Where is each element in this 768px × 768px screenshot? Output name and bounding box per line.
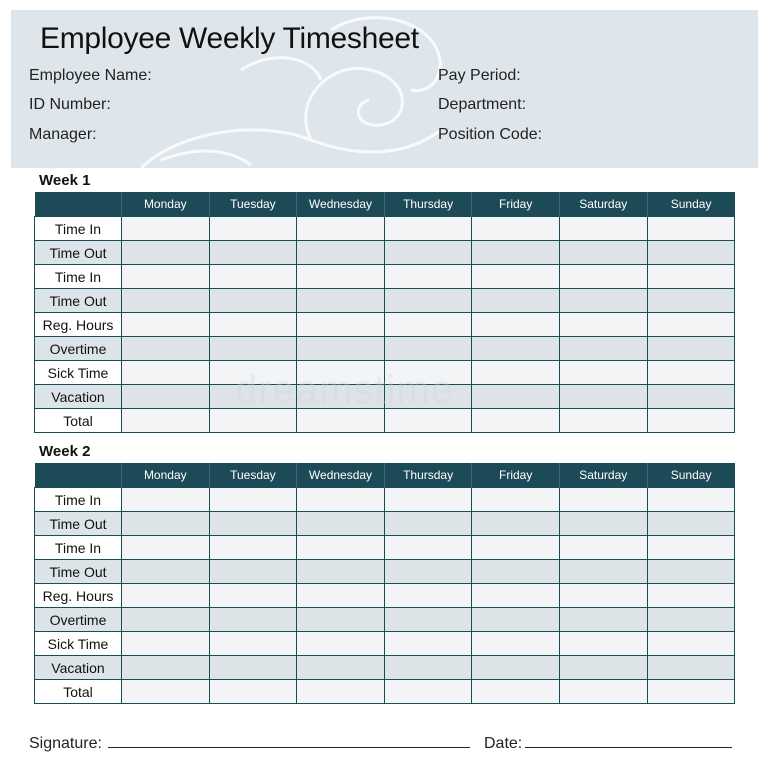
day-header-tuesday: Tuesday	[209, 192, 297, 217]
entry-cell-monday[interactable]	[122, 361, 210, 385]
entry-cell-thursday[interactable]	[384, 608, 472, 632]
day-header-wednesday: Wednesday	[297, 192, 385, 217]
table-row	[35, 584, 735, 608]
entry-cell-friday[interactable]	[472, 560, 560, 584]
entry-cell-wednesday[interactable]	[297, 632, 385, 656]
row-label: Reg. Hours	[35, 313, 122, 337]
employee-name-label: Employee Name:	[29, 67, 152, 84]
day-header-wednesday: Wednesday	[297, 463, 385, 488]
entry-cell-friday[interactable]	[472, 289, 560, 313]
entry-cell-tuesday[interactable]	[209, 337, 297, 361]
signature-line[interactable]	[108, 747, 470, 748]
entry-cell-wednesday[interactable]	[297, 608, 385, 632]
entry-cell-friday[interactable]	[472, 632, 560, 656]
entry-cell-monday[interactable]	[122, 512, 210, 536]
day-header-monday: Monday	[122, 463, 210, 488]
entry-cell-wednesday[interactable]	[297, 656, 385, 680]
date-label: Date:	[484, 735, 523, 752]
entry-cell-friday[interactable]	[472, 536, 560, 560]
entry-cell-sunday[interactable]	[647, 289, 735, 313]
row-label: Overtime	[35, 337, 122, 361]
day-header-friday: Friday	[472, 463, 560, 488]
entry-cell-saturday[interactable]	[559, 361, 647, 385]
entry-cell-wednesday[interactable]	[297, 584, 385, 608]
entry-cell-sunday[interactable]	[647, 608, 735, 632]
table-row	[35, 337, 735, 361]
day-header-saturday: Saturday	[559, 192, 647, 217]
table-row	[35, 632, 735, 656]
manager-label: Manager:	[29, 126, 97, 143]
table-header-row	[35, 463, 735, 488]
entry-cell-monday[interactable]	[122, 217, 210, 241]
entry-cell-monday[interactable]	[122, 409, 210, 433]
entry-cell-wednesday[interactable]	[297, 337, 385, 361]
entry-cell-thursday[interactable]	[384, 217, 472, 241]
entry-cell-sunday[interactable]	[647, 536, 735, 560]
entry-cell-saturday[interactable]	[559, 632, 647, 656]
entry-cell-monday[interactable]	[122, 337, 210, 361]
table-row	[35, 265, 735, 289]
entry-cell-wednesday[interactable]	[297, 680, 385, 704]
entry-cell-saturday[interactable]	[559, 560, 647, 584]
entry-cell-friday[interactable]	[472, 512, 560, 536]
day-header-tuesday: Tuesday	[209, 463, 297, 488]
entry-cell-tuesday[interactable]	[209, 241, 297, 265]
row-label: Time Out	[35, 241, 122, 265]
entry-cell-saturday[interactable]	[559, 656, 647, 680]
row-label: Time Out	[35, 289, 122, 313]
row-label: Total	[35, 680, 122, 704]
entry-cell-thursday[interactable]	[384, 313, 472, 337]
watermark: dreamstime	[235, 368, 454, 412]
entry-cell-thursday[interactable]	[384, 241, 472, 265]
entry-cell-monday[interactable]	[122, 680, 210, 704]
entry-cell-saturday[interactable]	[559, 488, 647, 512]
entry-cell-wednesday[interactable]	[297, 265, 385, 289]
entry-cell-friday[interactable]	[472, 217, 560, 241]
form-header	[11, 10, 758, 168]
week-2-table	[34, 463, 735, 704]
table-row	[35, 680, 735, 704]
entry-cell-friday[interactable]	[472, 409, 560, 433]
date-line[interactable]	[525, 747, 732, 748]
entry-cell-saturday[interactable]	[559, 337, 647, 361]
position-code-label: Position Code:	[438, 126, 543, 143]
entry-cell-sunday[interactable]	[647, 560, 735, 584]
entry-cell-sunday[interactable]	[647, 584, 735, 608]
entry-cell-wednesday[interactable]	[297, 241, 385, 265]
row-label: Overtime	[35, 608, 122, 632]
page-title: Employee Weekly Timesheet	[40, 22, 419, 55]
table-row	[35, 217, 735, 241]
day-header-saturday: Saturday	[559, 463, 647, 488]
entry-cell-tuesday[interactable]	[209, 584, 297, 608]
entry-cell-wednesday[interactable]	[297, 536, 385, 560]
entry-cell-sunday[interactable]	[647, 488, 735, 512]
entry-cell-friday[interactable]	[472, 313, 560, 337]
entry-cell-monday[interactable]	[122, 313, 210, 337]
row-label: Total	[35, 409, 122, 433]
entry-cell-saturday[interactable]	[559, 512, 647, 536]
entry-cell-friday[interactable]	[472, 265, 560, 289]
row-label: Vacation	[35, 385, 122, 409]
entry-cell-wednesday[interactable]	[297, 488, 385, 512]
entry-cell-sunday[interactable]	[647, 241, 735, 265]
entry-cell-tuesday[interactable]	[209, 289, 297, 313]
day-header-sunday: Sunday	[647, 463, 735, 488]
entry-cell-sunday[interactable]	[647, 512, 735, 536]
entry-cell-monday[interactable]	[122, 488, 210, 512]
entry-cell-sunday[interactable]	[647, 337, 735, 361]
entry-cell-wednesday[interactable]	[297, 289, 385, 313]
entry-cell-saturday[interactable]	[559, 409, 647, 433]
entry-cell-saturday[interactable]	[559, 680, 647, 704]
entry-cell-tuesday[interactable]	[209, 656, 297, 680]
entry-cell-thursday[interactable]	[384, 560, 472, 584]
entry-cell-saturday[interactable]	[559, 584, 647, 608]
entry-cell-sunday[interactable]	[647, 680, 735, 704]
entry-cell-sunday[interactable]	[647, 656, 735, 680]
entry-cell-saturday[interactable]	[559, 265, 647, 289]
day-header-thursday: Thursday	[384, 463, 472, 488]
entry-cell-wednesday[interactable]	[297, 217, 385, 241]
entry-cell-saturday[interactable]	[559, 385, 647, 409]
department-label: Department:	[438, 96, 527, 113]
row-label: Sick Time	[35, 361, 122, 385]
row-label: Reg. Hours	[35, 584, 122, 608]
table-header-row	[35, 192, 735, 217]
table-row	[35, 512, 735, 536]
table-row	[35, 241, 735, 265]
entry-cell-monday[interactable]	[122, 560, 210, 584]
entry-cell-friday[interactable]	[472, 656, 560, 680]
entry-cell-monday[interactable]	[122, 265, 210, 289]
row-label: Vacation	[35, 656, 122, 680]
entry-cell-friday[interactable]	[472, 337, 560, 361]
entry-cell-saturday[interactable]	[559, 217, 647, 241]
entry-cell-thursday[interactable]	[384, 536, 472, 560]
entry-cell-sunday[interactable]	[647, 265, 735, 289]
id-number-label: ID Number:	[29, 96, 111, 113]
entry-cell-tuesday[interactable]	[209, 217, 297, 241]
entry-cell-tuesday[interactable]	[209, 536, 297, 560]
entry-cell-friday[interactable]	[472, 608, 560, 632]
table-row	[35, 488, 735, 512]
entry-cell-wednesday[interactable]	[297, 512, 385, 536]
entry-cell-tuesday[interactable]	[209, 560, 297, 584]
row-label: Time In	[35, 217, 122, 241]
entry-cell-sunday[interactable]	[647, 217, 735, 241]
entry-cell-sunday[interactable]	[647, 632, 735, 656]
entry-cell-monday[interactable]	[122, 608, 210, 632]
entry-cell-friday[interactable]	[472, 241, 560, 265]
entry-cell-thursday[interactable]	[384, 488, 472, 512]
entry-cell-friday[interactable]	[472, 385, 560, 409]
entry-cell-tuesday[interactable]	[209, 608, 297, 632]
header-corner	[35, 192, 122, 217]
entry-cell-tuesday[interactable]	[209, 265, 297, 289]
table-row	[35, 289, 735, 313]
entry-cell-saturday[interactable]	[559, 608, 647, 632]
day-header-friday: Friday	[472, 192, 560, 217]
entry-cell-thursday[interactable]	[384, 512, 472, 536]
entry-cell-wednesday[interactable]	[297, 313, 385, 337]
entry-cell-thursday[interactable]	[384, 656, 472, 680]
entry-cell-thursday[interactable]	[384, 337, 472, 361]
entry-cell-saturday[interactable]	[559, 313, 647, 337]
entry-cell-tuesday[interactable]	[209, 313, 297, 337]
entry-cell-sunday[interactable]	[647, 385, 735, 409]
day-header-monday: Monday	[122, 192, 210, 217]
entry-cell-thursday[interactable]	[384, 265, 472, 289]
entry-cell-sunday[interactable]	[647, 409, 735, 433]
header-corner	[35, 463, 122, 488]
signature-label: Signature:	[29, 735, 102, 752]
entry-cell-thursday[interactable]	[384, 289, 472, 313]
table-row	[35, 313, 735, 337]
row-label: Time In	[35, 536, 122, 560]
entry-cell-monday[interactable]	[122, 385, 210, 409]
entry-cell-tuesday[interactable]	[209, 488, 297, 512]
entry-cell-friday[interactable]	[472, 584, 560, 608]
row-label: Time In	[35, 488, 122, 512]
entry-cell-sunday[interactable]	[647, 361, 735, 385]
pay-period-label: Pay Period:	[438, 67, 521, 84]
entry-cell-monday[interactable]	[122, 289, 210, 313]
entry-cell-tuesday[interactable]	[209, 680, 297, 704]
entry-cell-friday[interactable]	[472, 361, 560, 385]
row-label: Time Out	[35, 560, 122, 584]
entry-cell-thursday[interactable]	[384, 632, 472, 656]
week-1-label: Week 1	[39, 172, 91, 189]
table-row	[35, 536, 735, 560]
table-row	[35, 656, 735, 680]
row-label: Time Out	[35, 512, 122, 536]
row-label: Sick Time	[35, 632, 122, 656]
entry-cell-monday[interactable]	[122, 584, 210, 608]
entry-cell-tuesday[interactable]	[209, 512, 297, 536]
entry-cell-sunday[interactable]	[647, 313, 735, 337]
row-label: Time In	[35, 265, 122, 289]
entry-cell-monday[interactable]	[122, 536, 210, 560]
entry-cell-monday[interactable]	[122, 632, 210, 656]
entry-cell-tuesday[interactable]	[209, 632, 297, 656]
entry-cell-thursday[interactable]	[384, 584, 472, 608]
entry-cell-friday[interactable]	[472, 680, 560, 704]
entry-cell-saturday[interactable]	[559, 536, 647, 560]
entry-cell-saturday[interactable]	[559, 241, 647, 265]
entry-cell-monday[interactable]	[122, 241, 210, 265]
entry-cell-monday[interactable]	[122, 656, 210, 680]
day-header-sunday: Sunday	[647, 192, 735, 217]
entry-cell-saturday[interactable]	[559, 289, 647, 313]
entry-cell-friday[interactable]	[472, 488, 560, 512]
table-row	[35, 560, 735, 584]
week-2-label: Week 2	[39, 443, 91, 460]
entry-cell-wednesday[interactable]	[297, 560, 385, 584]
day-header-thursday: Thursday	[384, 192, 472, 217]
table-row	[35, 608, 735, 632]
entry-cell-thursday[interactable]	[384, 680, 472, 704]
